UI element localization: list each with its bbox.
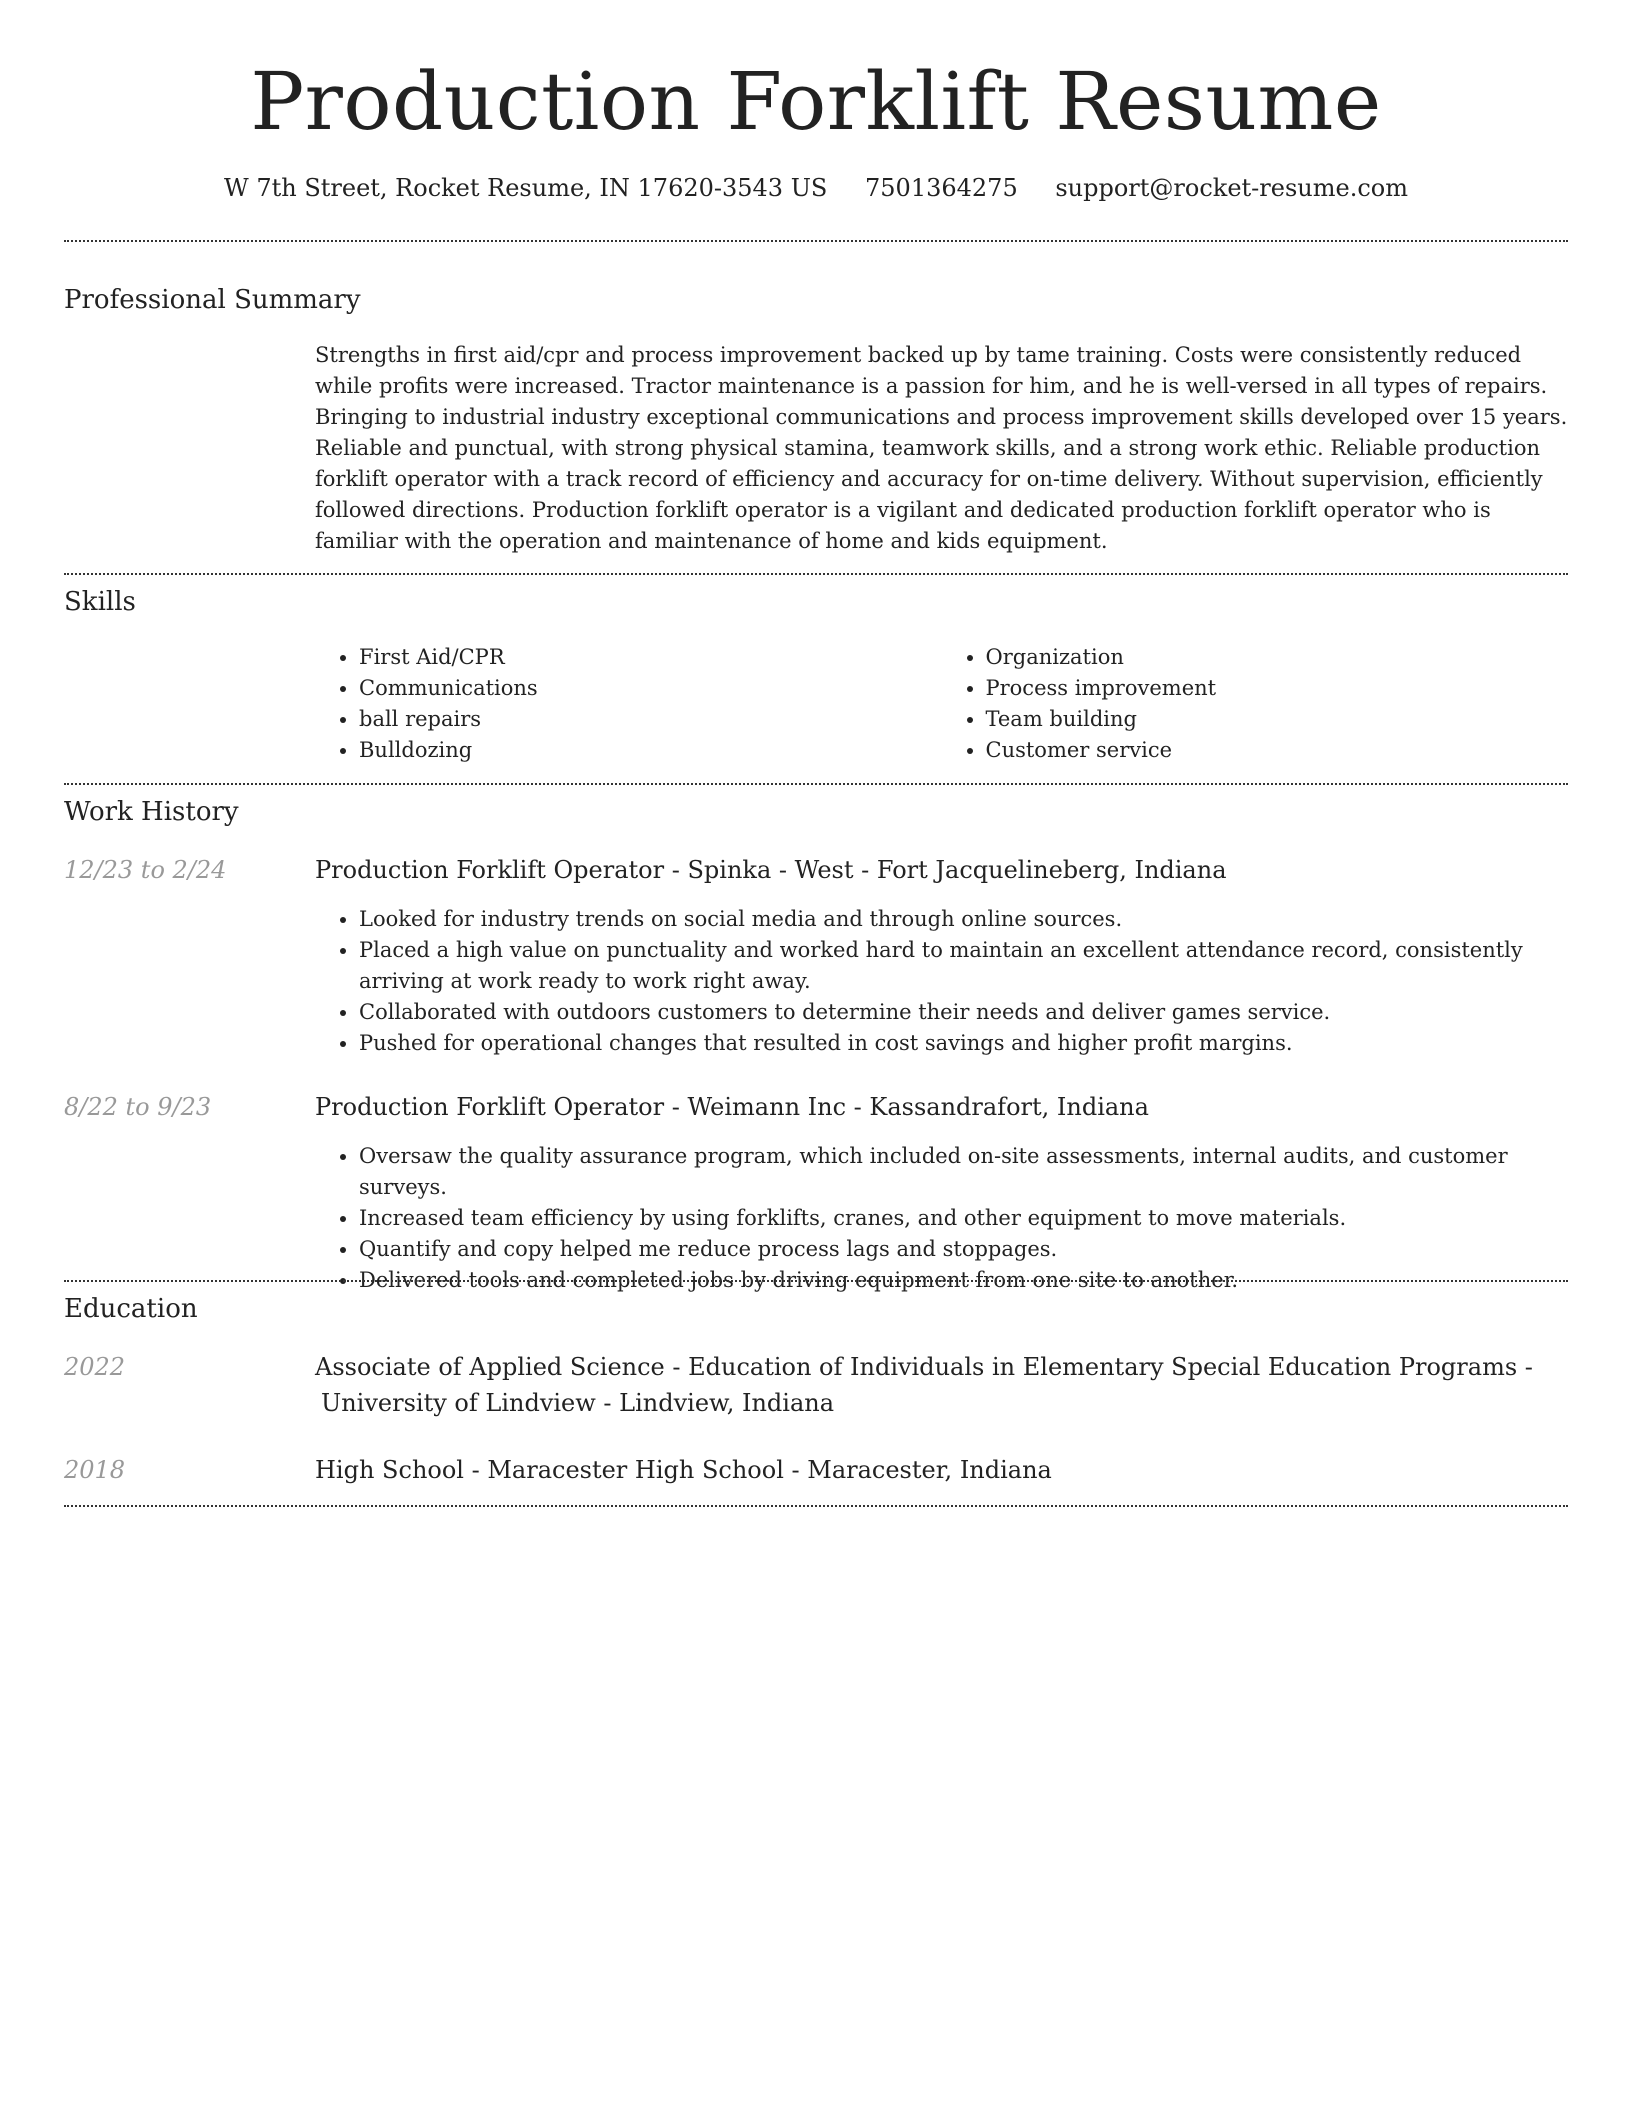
job-heading: Production Forklift Operator - Weimann Inc - Kassandrafort, Indiana bbox=[315, 1093, 1149, 1121]
skill-item: • Communications bbox=[359, 673, 942, 704]
education-entry bbox=[315, 1349, 1568, 1421]
education-year: 2022 bbox=[64, 1353, 126, 1381]
job-bullet: • Increased team efficiency by using forklifts, cranes, and other equipment to move materials. bbox=[359, 1203, 1568, 1234]
skill-item: • First Aid/CPR bbox=[359, 642, 942, 673]
skills-heading: Skills bbox=[64, 587, 136, 617]
job-bullets bbox=[315, 904, 1568, 1059]
education-year: 2018 bbox=[64, 1456, 126, 1484]
job-heading: Production Forklift Operator - Spinka - West - Fort Jacquelineberg, Indiana bbox=[315, 856, 1227, 884]
skill-item: • Organization bbox=[986, 642, 1569, 673]
job-bullet: • Looked for industry trends on social media and through online sources. bbox=[359, 904, 1568, 935]
work-heading: Work History bbox=[64, 797, 239, 827]
job-bullet: • Quantify and copy helped me reduce process lags and stoppages. bbox=[359, 1234, 1568, 1265]
education-entry bbox=[315, 1452, 1568, 1488]
education-line: High School - Maracester High School - Maracester, Indiana bbox=[315, 1456, 1052, 1484]
divider bbox=[64, 240, 1568, 242]
resume-body bbox=[64, 0, 1568, 1484]
divider bbox=[64, 1280, 1568, 1282]
divider bbox=[64, 573, 1568, 575]
skills-column-left bbox=[315, 642, 942, 766]
contact-phone: 7501364275 bbox=[865, 174, 1018, 202]
contact-address: W 7th Street, Rocket Resume, IN 17620-3543 US bbox=[224, 174, 828, 202]
skill-item: • Bulldozing bbox=[359, 735, 942, 766]
job-dates: 12/23 to 2/24 bbox=[64, 856, 227, 884]
resume-name: Production Forklift Resume bbox=[250, 55, 1382, 148]
skill-item: • Customer service bbox=[986, 735, 1569, 766]
contact-line bbox=[64, 170, 1568, 206]
divider bbox=[64, 783, 1568, 785]
job-bullet: • Delivered tools and completed jobs by driving equipment from one site to another. bbox=[359, 1265, 1568, 1296]
contact-email: support@rocket-resume.com bbox=[1055, 174, 1408, 202]
education-line: University of Lindview - Lindview, Indiana bbox=[321, 1389, 835, 1417]
skills-column-right bbox=[942, 642, 1569, 766]
education-heading: Education bbox=[64, 1294, 198, 1324]
skill-item: • Team building bbox=[986, 704, 1569, 735]
summary-heading: Professional Summary bbox=[64, 285, 361, 315]
skill-item: • ball repairs bbox=[359, 704, 942, 735]
skills-list bbox=[315, 642, 1568, 766]
job-bullet: • Placed a high value on punctuality and worked hard to maintain an excellent attendance record, consistently arriving at work ready to work right away. bbox=[359, 935, 1568, 997]
divider bbox=[64, 1505, 1568, 1507]
summary-text: Strengths in first aid/cpr and process improvement backed up by tame training. Costs were consistently reduced while profits were increased. Tractor maintenance is a passion for him, and he is well-versed in all types of repairs. Bringing to industrial industry exceptional communications and process improvement skills developed over 15 years. Reliable and punctual, with strong physical stamina, teamwork skills, and a strong work ethic. Reliable production forklift operator with a track record of efficiency and accuracy for on-time delivery. Without supervision, efficiently followed directions. Production forklift operator is a vigilant and dedicated production forklift operator who is familiar with the operation and maintenance of home and kids equipment. bbox=[315, 343, 1568, 553]
job-bullet: • Oversaw the quality assurance program, which included on-site assessments, internal audits, and customer surveys. bbox=[359, 1141, 1568, 1203]
job-bullet: • Pushed for operational changes that resulted in cost savings and higher profit margins. bbox=[359, 1028, 1568, 1059]
job-bullets bbox=[315, 1141, 1568, 1296]
job-bullet: • Collaborated with outdoors customers to determine their needs and deliver games service. bbox=[359, 997, 1568, 1028]
skill-item: • Process improvement bbox=[986, 673, 1569, 704]
education-line: Associate of Applied Science - Education of Individuals in Elementary Special Education Programs - bbox=[315, 1353, 1533, 1381]
job-dates: 8/22 to 9/23 bbox=[64, 1093, 212, 1121]
